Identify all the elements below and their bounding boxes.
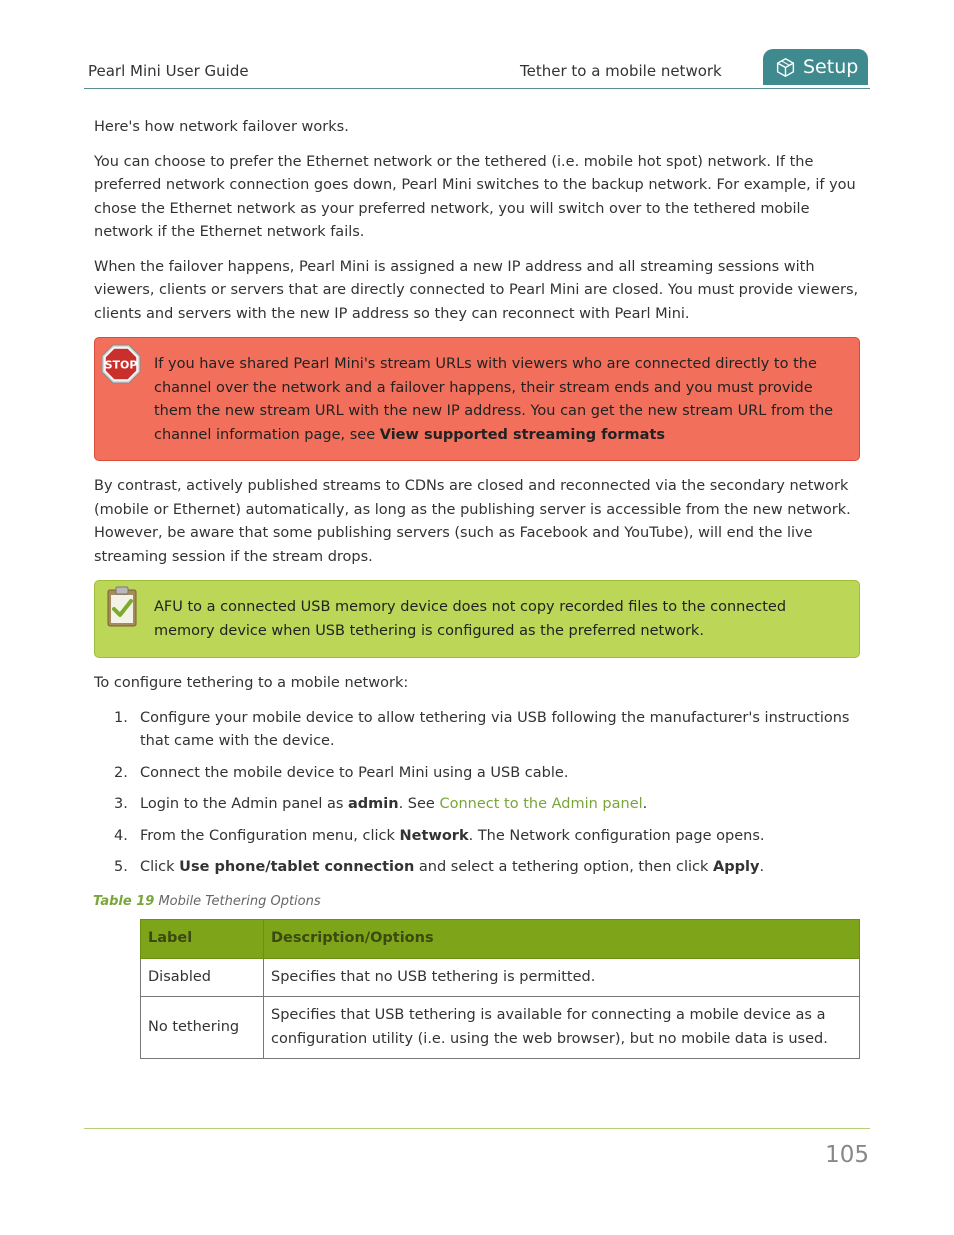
admin-panel-link[interactable]: Connect to the Admin panel bbox=[439, 796, 643, 812]
stop-callout-text: If you have shared Pearl Mini's stream URLs with viewers who are connected directly to the channel over the network and a failover happens, their stream ends and you must provide them the new stream URL with the new IP address. You can get the new stream URL from the channel information page, see View supported streaming formats bbox=[154, 356, 834, 443]
table-header-row bbox=[141, 920, 860, 959]
guide-title: Pearl Mini User Guide bbox=[88, 62, 249, 80]
svg-text:STOP: STOP bbox=[104, 358, 138, 372]
list-item: 1. Configure your mobile device to allow tethering via USB following the manufacturer's instructions that came with the device. bbox=[114, 709, 850, 749]
stop-sign-icon bbox=[99, 342, 143, 386]
page-number: 105 bbox=[825, 1142, 869, 1168]
streaming-formats-link[interactable]: View supported streaming formats bbox=[379, 426, 666, 443]
note-callout bbox=[94, 580, 860, 658]
setup-tab[interactable] bbox=[763, 49, 868, 85]
main-content bbox=[94, 116, 860, 1059]
table-cell: Disabled bbox=[141, 958, 264, 997]
steps-list bbox=[94, 707, 860, 880]
table-cell: No tethering bbox=[141, 997, 264, 1059]
paragraph: When the failover happens, Pearl Mini is assigned a new IP address and all streaming sessions with viewers, clients or servers that are directly connected to Pearl Mini are closed. You must provide viewers, clients and servers with the new IP address so they can reconnect with Pearl Mini. bbox=[94, 258, 859, 322]
list-item: 4. From the Configuration menu, click Network. The Network configuration page opens. bbox=[114, 827, 765, 844]
paragraph: By contrast, actively published streams to CDNs are closed and reconnected via the secondary network (mobile or Ethernet) automatically, as long as the publishing server is accessible from the new network. However, be aware that some publishing servers (such as Facebook and YouTube), will end the live streaming session if the stream drops. bbox=[94, 478, 851, 565]
table-caption: Table 19 Mobile Tethering Options bbox=[93, 893, 321, 909]
table-cell: Specifies that no USB tethering is permitted. bbox=[264, 958, 860, 997]
page-header bbox=[84, 46, 870, 89]
clipboard-check-icon bbox=[99, 585, 143, 629]
column-header: Label bbox=[141, 920, 264, 959]
table-row bbox=[141, 997, 860, 1059]
list-item: 5. Click Use phone/tablet connection and select a tethering option, then click Apply. bbox=[114, 859, 765, 875]
cube-icon bbox=[775, 57, 796, 78]
paragraph: To configure tethering to a mobile network: bbox=[94, 675, 409, 691]
note-callout-text: AFU to a connected USB memory device does not copy recorded files to the connected memory device when USB tethering is configured as the preferred network. bbox=[154, 599, 787, 639]
tethering-options-table bbox=[140, 919, 860, 1059]
stop-callout bbox=[94, 337, 860, 461]
column-header: Description/Options bbox=[264, 920, 860, 959]
section-title: Tether to a mobile network bbox=[520, 62, 722, 80]
list-item: 3. Login to the Admin panel as admin. See Connect to the Admin panel. bbox=[114, 796, 648, 812]
footer-divider bbox=[84, 1128, 870, 1129]
setup-tab-label: Setup bbox=[803, 56, 859, 78]
paragraph: Here's how network failover works. bbox=[94, 119, 349, 135]
table-cell: Specifies that USB tethering is available for connecting a mobile device as a configuration utility (i.e. using the web browser), but no mobile data is used. bbox=[264, 997, 860, 1059]
list-item: 2. Connect the mobile device to Pearl Mini using a USB cable. bbox=[114, 764, 569, 781]
table-row bbox=[141, 958, 860, 997]
paragraph: You can choose to prefer the Ethernet network or the tethered (i.e. mobile hot spot) network. If the preferred network connection goes down, Pearl Mini switches to the backup network. For example, if you chose the Ethernet network as your preferred network, you will switch over to the tethered mobile network if the Ethernet network fails. bbox=[94, 153, 856, 240]
